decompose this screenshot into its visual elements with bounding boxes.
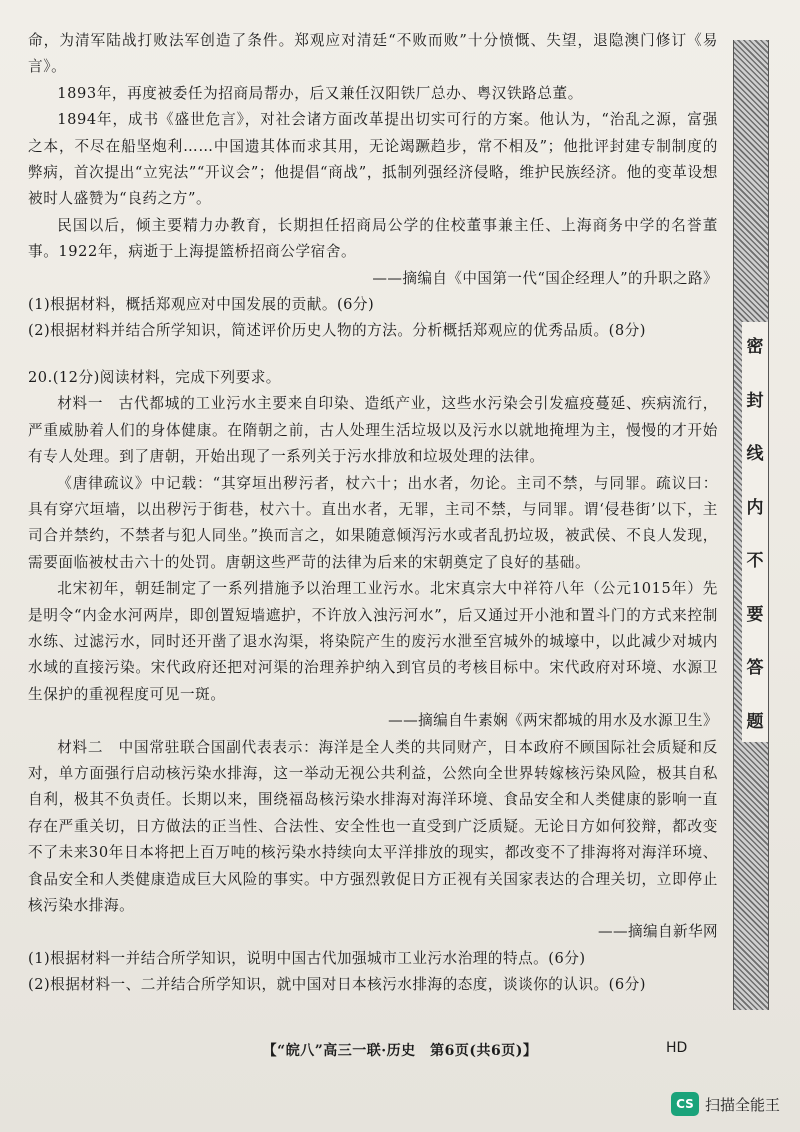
page-content: [28, 28, 718, 999]
paragraph: 1893年，再度被委任为招商局帮办，后又兼任汉阳铁厂总办、粤汉铁路总董。: [57, 84, 583, 102]
material-paragraph: 材料二 中国常驻联合国副代表表示：海洋是全人类的共同财产，日本政府不顾国际社会质疑和反对，单方面强行启动核污染水排海，这一举动无视公共利益，公然向全世界转嫁核污染风险，极其自私自利，极其不负责任。长期以来，围绕福岛核污染水排海对海洋环境、食品安全和人类健康的影响一直存在严重关切，日方做法的正当性、合法性、安全性也一直受到广泛质疑。无论日方如何狡辩，都改变不了未来30年日本将把上百万吨的核污染水持续向太平洋排放的现实，都改变不了排海将对海洋环境、食品安全和人类健康造成巨大风险的事实。中方强烈敦促日方正视有关国家表达的合理关切，立即停止核污染水排海。: [28, 738, 718, 914]
source-citation: ——摘编自《中国第一代“国企经理人”的升职之路》: [372, 269, 718, 287]
question-header: 20.(12分)阅读材料，完成下列要求。: [28, 368, 281, 386]
seal-line-notice: [742, 322, 768, 742]
seal-char: 线: [746, 444, 764, 465]
source-citation: ——摘编自牛素娴《两宋都城的用水及水源卫生》: [388, 712, 718, 730]
watermark-text: 扫描全能王: [704, 1095, 780, 1114]
seal-char: 题: [746, 711, 764, 732]
question-item: (1)根据材料一并结合所学知识，说明中国古代加强城市工业污水治理的特点。(6分): [28, 949, 586, 967]
seal-char: 要: [746, 604, 764, 625]
camscanner-logo-icon: CS: [671, 1092, 699, 1116]
material-paragraph: 《唐律疏议》中记载：“其穿垣出秽污者，杖六十；出水者，勿论。主司不禁，与同罪。疏议曰：具有穿穴垣墙，以出秽污于街巷，杖六十。直出水者，无罪，主司不禁，与同罪。谓‘侵巷街’以下，主司合并禁约，不禁者与犯人同坐。”换而言之，如果随意倾泻污水或者乱扔垃圾，被武侯、不良人发现，需要面临被杖击六十的处罚。唐朝这些严苛的法律为后来的宋朝奠定了良好的基础。: [28, 474, 718, 571]
question-item: (1)根据材料，概括郑观应对中国发展的贡献。(6分): [28, 296, 375, 314]
paragraph: 1894年，成书《盛世危言》，对社会诸方面改革提出切实可行的方案。他认为，“治乱之源，富强之本，不尽在船坚炮利……中国遗其体而求其用，无论竭蹶趋步，常不相及”；他批评封建专制制度的弊病，首次提出“立宪法”“开议会”；他提倡“商战”，抵制列强经济侵略，维护民族经济。他的变革设想被时人盛赞为“良药之方”。: [28, 111, 718, 208]
question-item: (2)根据材料并结合所学知识，简述评价历史人物的方法。分析概括郑观应的优秀品质。(8分): [28, 322, 646, 340]
seal-char: 封: [746, 390, 764, 411]
seal-char: 答: [746, 658, 764, 679]
page-footer: 【“皖八”高三一联·历史 第6页(共6页)】: [262, 1043, 538, 1059]
source-citation: ——摘编自新华网: [598, 923, 718, 941]
paragraph: 命，为清军陆战打败法军创造了条件。郑观应对清廷“不败而败”十分愤慨、失望，退隐澳门修订《易言》。: [28, 32, 718, 76]
footer-code: HD: [666, 1040, 688, 1056]
scanner-watermark: [671, 1092, 780, 1116]
material-paragraph: 材料一 古代都城的工业污水主要来自印染、造纸产业，这些水污染会引发瘟疫蔓延、疾病流行，严重威胁着人们的身体健康。在隋朝之前，古人处理生活垃圾以及污水以就地掩埋为主，慢慢的才开始有专人处理。到了唐朝，开始出现了一系列关于污水排放和垃圾处理的法律。: [28, 395, 718, 466]
paragraph: 民国以后，倾主要精力办教育，长期担任招商局公学的住校董事兼主任、上海商务中学的名誉董事。1922年，病逝于上海提篮桥招商公学宿舍。: [28, 216, 718, 261]
material-paragraph: 北宋初年，朝廷制定了一系列措施予以治理工业污水。北宋真宗大中祥符八年（公元1015年）先是明令“内金水河两岸，即创置短墙遮护，不许放入浊污河水”，后又通过开小池和置斗门的方式来控制水练、过滤污水，同时还开凿了退水沟渠，将染院产生的废污水泄至宫城外的城壕中，以此减少对城内水域的直接污染。宋代政府还把对河渠的治理养护纳入到官员的考核目标中。宋代政府对环境、水源卫生保护的重视程度可见一斑。: [28, 580, 718, 703]
seal-char: 内: [746, 497, 764, 518]
question-item: (2)根据材料一、二并结合所学知识，就中国对日本核污水排海的态度，谈谈你的认识。(6分): [28, 976, 646, 994]
seal-char: 密: [746, 337, 764, 357]
seal-char: 不: [746, 551, 764, 572]
